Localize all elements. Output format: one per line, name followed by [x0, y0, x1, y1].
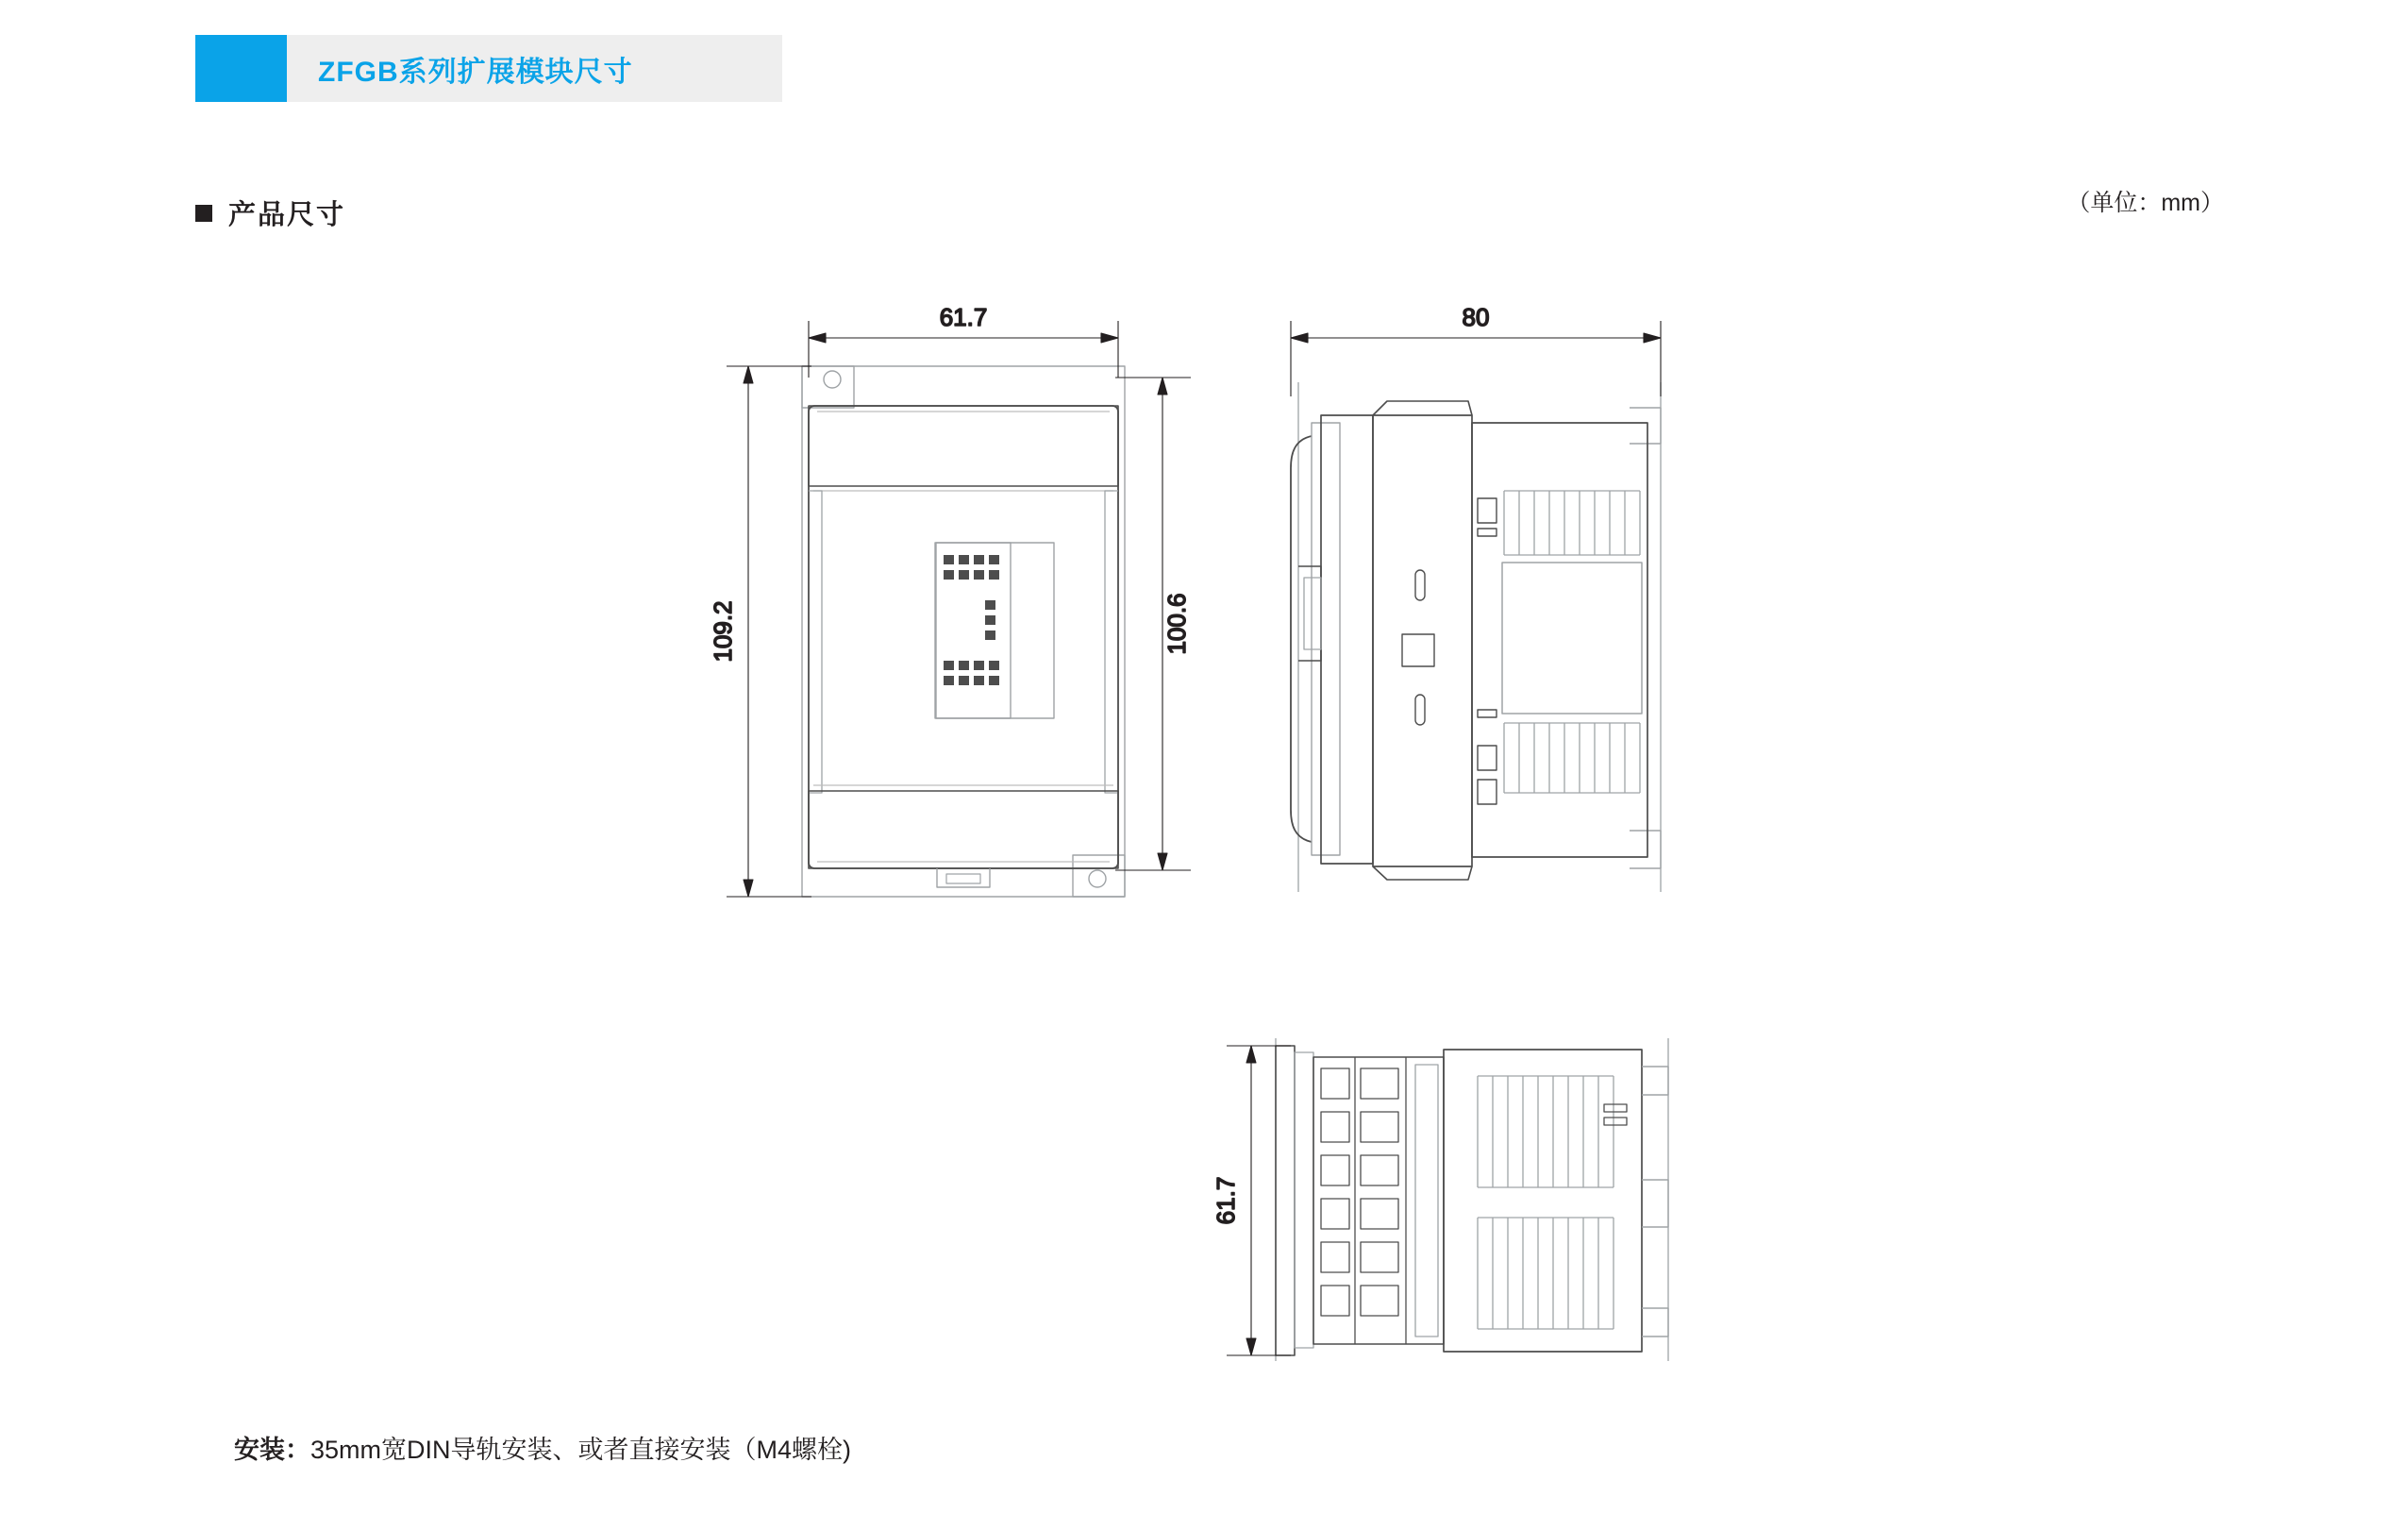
section-heading-label: 产品尺寸: [228, 200, 346, 230]
installation-note: [234, 1429, 851, 1466]
dim-front-height-body: 100.6: [1162, 593, 1191, 655]
unit-note: （单位：mm）: [2066, 190, 2224, 216]
dim-top-width: 61.7: [1212, 1176, 1240, 1225]
side-view: [1291, 303, 1661, 892]
page-title: ZFGB系列扩展模块尺寸: [318, 56, 633, 88]
dim-front-width: 61.7: [939, 303, 988, 331]
dim-front-height-overall: 109.2: [709, 600, 737, 663]
dim-side-depth: 80: [1462, 303, 1490, 331]
front-view: [709, 303, 1191, 897]
installation-note-text: 35mm宽DIN导轨安装、或者直接安装（M4螺栓): [310, 1436, 852, 1464]
top-view: [1212, 1038, 1668, 1361]
installation-note-label: 安装：: [234, 1436, 310, 1464]
